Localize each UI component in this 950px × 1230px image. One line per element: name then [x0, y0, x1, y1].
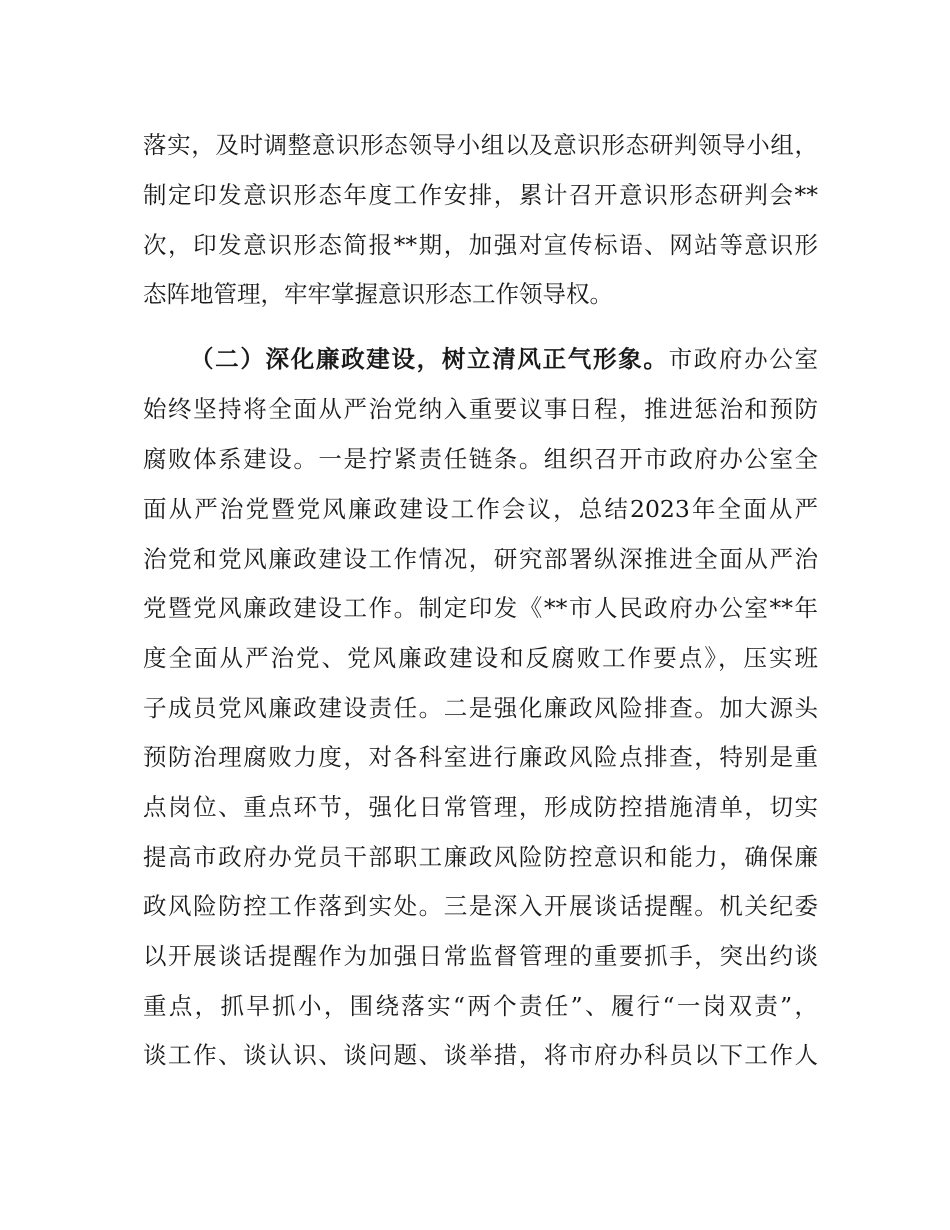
paragraph-line: 态阵地管理，牢牢掌握意识形态工作领导权。: [143, 280, 613, 308]
paragraph-line: 面从严治党暨党风廉政建设工作会议，总结2023年全面从严: [143, 495, 818, 523]
paragraph-line: 预防治理腐败力度，对各科室进行廉政风险点排查，特别是重: [143, 743, 818, 771]
paragraph-line: 子成员党风廉政建设责任。二是强化廉政风险排查。加大源头: [143, 694, 818, 722]
paragraph-line-rest: 市政府办公室: [668, 345, 818, 373]
paragraph-line: 落实，及时调整意识形态领导小组以及意识形态研判领导小组，: [143, 131, 818, 159]
paragraph-line: 点岗位、重点环节，强化日常管理，形成防控措施清单，切实: [143, 793, 818, 821]
paragraph-line: 始终坚持将全面从严治党纳入重要议事日程，推进惩治和预防: [143, 395, 818, 423]
paragraph-line: 治党和党风廉政建设工作情况，研究部署纵深推进全面从严治: [143, 545, 818, 573]
paragraph-line: 提高市政府办党员干部职工廉政风险防控意识和能力，确保廉: [143, 843, 818, 871]
paragraph-line: 以开展谈话提醒作为加强日常监督管理的重要抓手，突出约谈: [143, 942, 818, 970]
paragraph-line: 次，印发意识形态简报**期，加强对宣传标语、网站等意识形: [143, 231, 818, 259]
paragraph-line: 谈工作、谈认识、谈问题、谈举措，将市府办科员以下工作人: [143, 1041, 818, 1069]
paragraph-line: 党暨党风廉政建设工作。制定印发《**市人民政府办公室**年: [143, 594, 818, 622]
paragraph-line: 政风险防控工作落到实处。三是深入开展谈话提醒。机关纪委: [143, 892, 818, 920]
paragraph-line: 制定印发意识形态年度工作安排，累计召开意识形态研判会**: [143, 181, 818, 209]
paragraph-line: 腐败体系建设。一是拧紧责任链条。组织召开市政府办公室全: [143, 445, 818, 473]
paragraph-line: 重点，抓早抓小，围绕落实“两个责任”、履行“一岗双责”，: [143, 992, 818, 1020]
section-heading-line: [190, 339, 818, 379]
paragraph-line: 度全面从严治党、党风廉政建设和反腐败工作要点》，压实班: [143, 644, 818, 672]
section-heading: （二）深化廉政建设，树立清风正气形象。: [190, 345, 669, 373]
